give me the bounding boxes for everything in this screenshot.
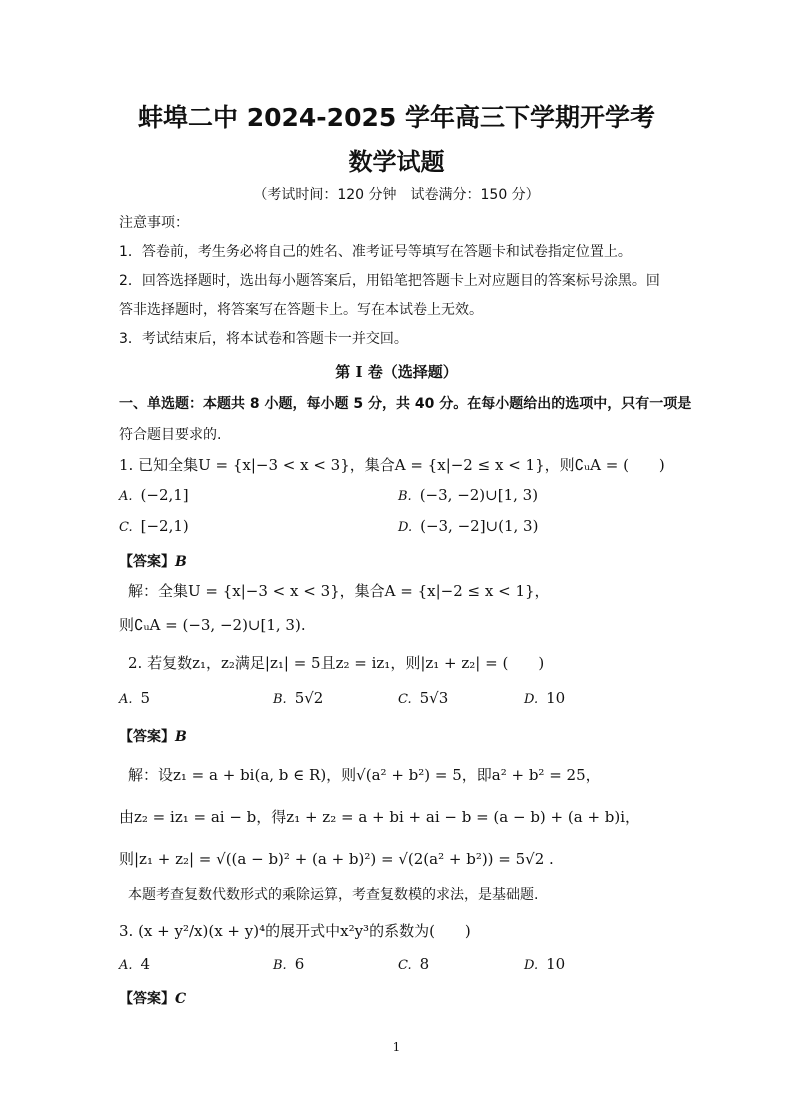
option-letter: C. xyxy=(398,958,412,973)
page-number: 1 xyxy=(392,1040,401,1054)
answer-value: C xyxy=(175,991,187,1007)
option-letter: A. xyxy=(119,958,133,973)
q3-option-d xyxy=(524,955,565,973)
option-letter: B. xyxy=(273,692,287,707)
option-text: 6 xyxy=(294,955,305,973)
section-title: 第 I 卷（选择题） xyxy=(335,363,458,381)
option-text: 10 xyxy=(546,689,566,707)
option-letter: B. xyxy=(273,958,287,973)
option-text: (−3, −2]∪(1, 3) xyxy=(420,517,539,535)
q3-option-c xyxy=(398,955,429,973)
q2-solution: 解：设z₁ = a + bi(a, b ∈ R)，则√(a² + b²) = 5，即a² + b² = 25， xyxy=(128,766,601,784)
option-letter: D. xyxy=(524,958,539,973)
option-letter: C. xyxy=(398,692,412,707)
q2-answer xyxy=(119,726,187,746)
q2-option-a xyxy=(119,689,150,707)
section-instruction: 一、单选题：本题共 8 小题，每小题 5 分，共 40 分。在每小题给出的选项中，只有一项是 xyxy=(119,396,692,412)
q2-option-b xyxy=(273,689,323,707)
question-3-stem: 3. (x + y²/x)(x + y)⁴的展开式中x²y³的系数为( ) xyxy=(119,922,471,940)
note-item: 2．回答选择题时，选出每小题答案后，用铅笔把答题卡上对应题目的答案标号涂黑。回 xyxy=(119,273,660,289)
q2-option-c xyxy=(398,689,448,707)
exam-info: （考试时间：120 分钟 试卷满分：150 分） xyxy=(253,187,540,203)
q1-answer xyxy=(119,551,187,571)
q3-option-b xyxy=(273,955,304,973)
option-text: 5√3 xyxy=(419,689,449,707)
exam-subject: 数学试题 xyxy=(348,148,445,176)
q1-option-b xyxy=(398,486,538,504)
q3-option-a xyxy=(119,955,150,973)
option-text: (−2,1] xyxy=(140,486,189,504)
option-letter: A. xyxy=(119,692,133,707)
q3-answer xyxy=(119,988,186,1008)
option-text: 4 xyxy=(140,955,151,973)
note-item: 1．答卷前，考生务必将自己的姓名、准考证号等填写在答题卡和试卷指定位置上。 xyxy=(119,244,632,260)
question-1-stem: 1. 已知全集U = {x|−3 < x < 3}，集合A = {x|−2 ≤ x < 1}，则∁ᵤA = ( ) xyxy=(119,456,665,474)
question-2-stem: 2. 若复数z₁，z₂满足|z₁| = 5且z₂ = iz₁，则|z₁ + z₂| = ( ) xyxy=(128,654,545,672)
option-text: 10 xyxy=(546,955,566,973)
q1-option-d xyxy=(398,517,538,535)
note-item: 3．考试结束后，将本试卷和答题卡一并交回。 xyxy=(119,331,408,347)
q2-solution: 由z₂ = iz₁ = ai − b，得z₁ + z₂ = a + bi + ai − b = (a − b) + (a + b)i， xyxy=(119,808,641,826)
q2-comment: 本题考查复数代数形式的乘除运算，考查复数模的求法，是基础题. xyxy=(128,887,539,903)
option-letter: B. xyxy=(398,489,412,504)
note-item: 答非选择题时，将答案写在答题卡上。写在本试卷上无效。 xyxy=(119,302,483,318)
answer-label: 【答案】 xyxy=(119,554,175,570)
option-letter: D. xyxy=(398,520,413,535)
answer-value: B xyxy=(175,554,187,570)
q1-option-c xyxy=(119,517,189,535)
notes-heading: 注意事项： xyxy=(119,215,189,231)
option-letter: D. xyxy=(524,692,539,707)
exam-title: 蚌埠二中 2024-2025 学年高三下学期开学考 xyxy=(138,103,655,132)
q2-option-d xyxy=(524,689,565,707)
option-text: [−2,1) xyxy=(140,517,189,535)
section-instruction: 符合题目要求的. xyxy=(119,427,222,443)
q2-solution: 则|z₁ + z₂| = √((a − b)² + (a + b)²) = √(2(a² + b²)) = 5√2 . xyxy=(119,850,554,868)
q1-option-a xyxy=(119,486,189,504)
answer-label: 【答案】 xyxy=(119,729,175,745)
q1-solution: 则∁ᵤA = (−3, −2)∪[1, 3). xyxy=(119,616,306,634)
option-letter: A. xyxy=(119,489,133,504)
option-text: 5 xyxy=(140,689,151,707)
option-text: 5√2 xyxy=(294,689,324,707)
answer-label: 【答案】 xyxy=(119,991,175,1007)
answer-value: B xyxy=(175,729,187,745)
q1-solution: 解：全集U = {x|−3 < x < 3}，集合A = {x|−2 ≤ x < 1}， xyxy=(128,582,550,600)
option-letter: C. xyxy=(119,520,133,535)
option-text: (−3, −2)∪[1, 3) xyxy=(419,486,539,504)
option-text: 8 xyxy=(419,955,430,973)
